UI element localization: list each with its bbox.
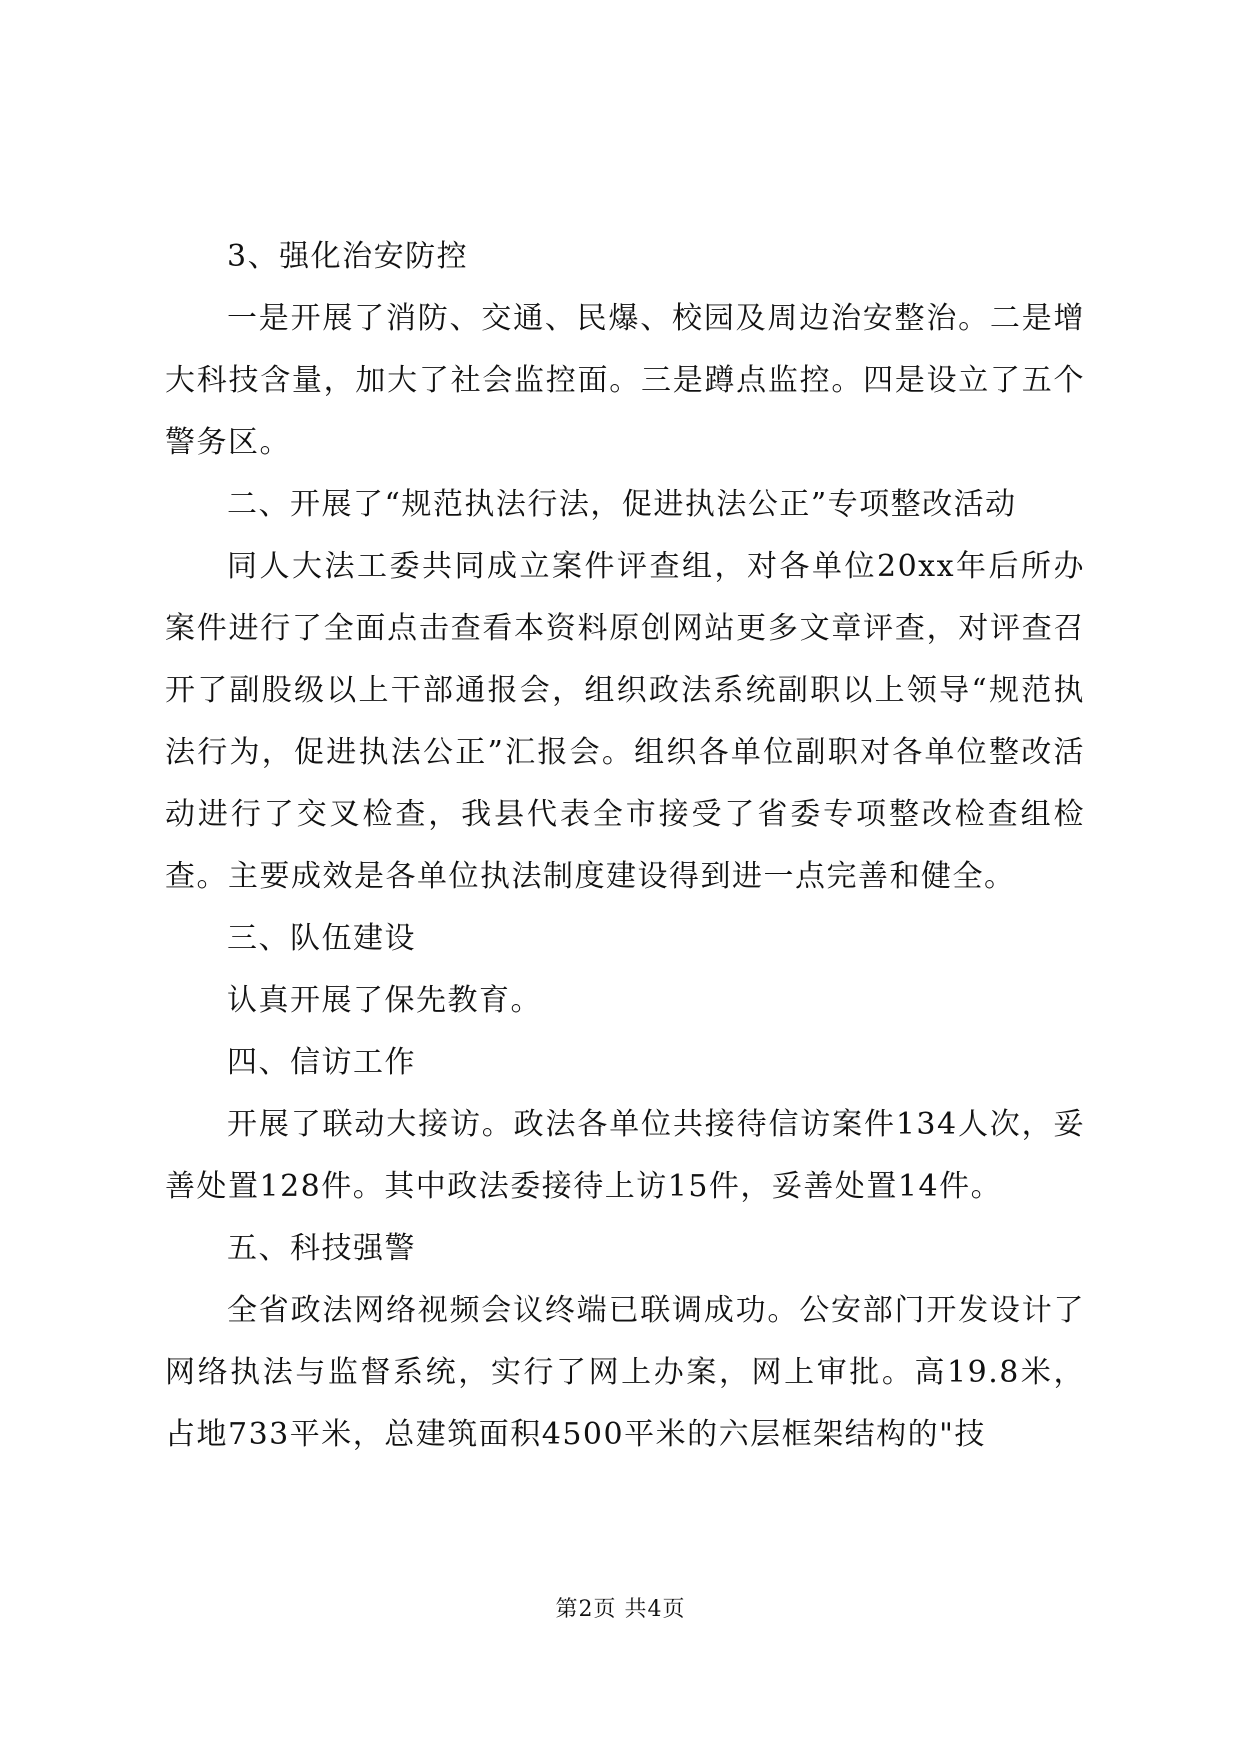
section-heading-technology: 五、科技强警 (227, 1231, 416, 1266)
document-body (165, 226, 1085, 1466)
section-heading-team-building: 三、队伍建设 (227, 921, 416, 956)
paragraph-security-measures: 一是开展了消防、交通、民爆、校园及周边治安整治。二是增大科技含量，加大了社会监控面。三是蹲点监控。四是设立了五个警务区。 (165, 301, 1085, 460)
section-heading-law-enforcement: 二、开展了“规范执法行法，促进执法公正”专项整改活动 (227, 487, 1017, 522)
page-number-footer: 第2页 共4页 (555, 1597, 686, 1622)
paragraph-team-building: 认真开展了保先教育。 (227, 983, 542, 1018)
paragraph-law-enforcement: 同人大法工委共同成立案件评查组，对各单位20xx年后所办案件进行了全面点击查看本资料原创网站更多文章评查，对评查召开了副股级以上干部通报会，组织政法系统副职以上领导“规范执法行为，促进执法公正”汇报会。组织各单位副职对各单位整改活动进行了交叉检查，我县代表全市接受了省委专项整改检查组检查。主要成效是各单位执法制度建设得到进一点完善和健全。 (165, 549, 1085, 894)
paragraph-petitions: 开展了联动大接访。政法各单位共接待信访案件134人次，妥善处置128件。其中政法委接待上访15件，妥善处置14件。 (165, 1107, 1085, 1204)
section-heading-security: 3、强化治安防控 (227, 239, 469, 274)
paragraph-technology: 全省政法网络视频会议终端已联调成功。公安部门开发设计了网络执法与监督系统，实行了网上办案，网上审批。高19.8米，占地733平米，总建筑面积4500平米的六层框架结构的"技 (165, 1293, 1085, 1452)
section-heading-petitions: 四、信访工作 (227, 1045, 416, 1080)
